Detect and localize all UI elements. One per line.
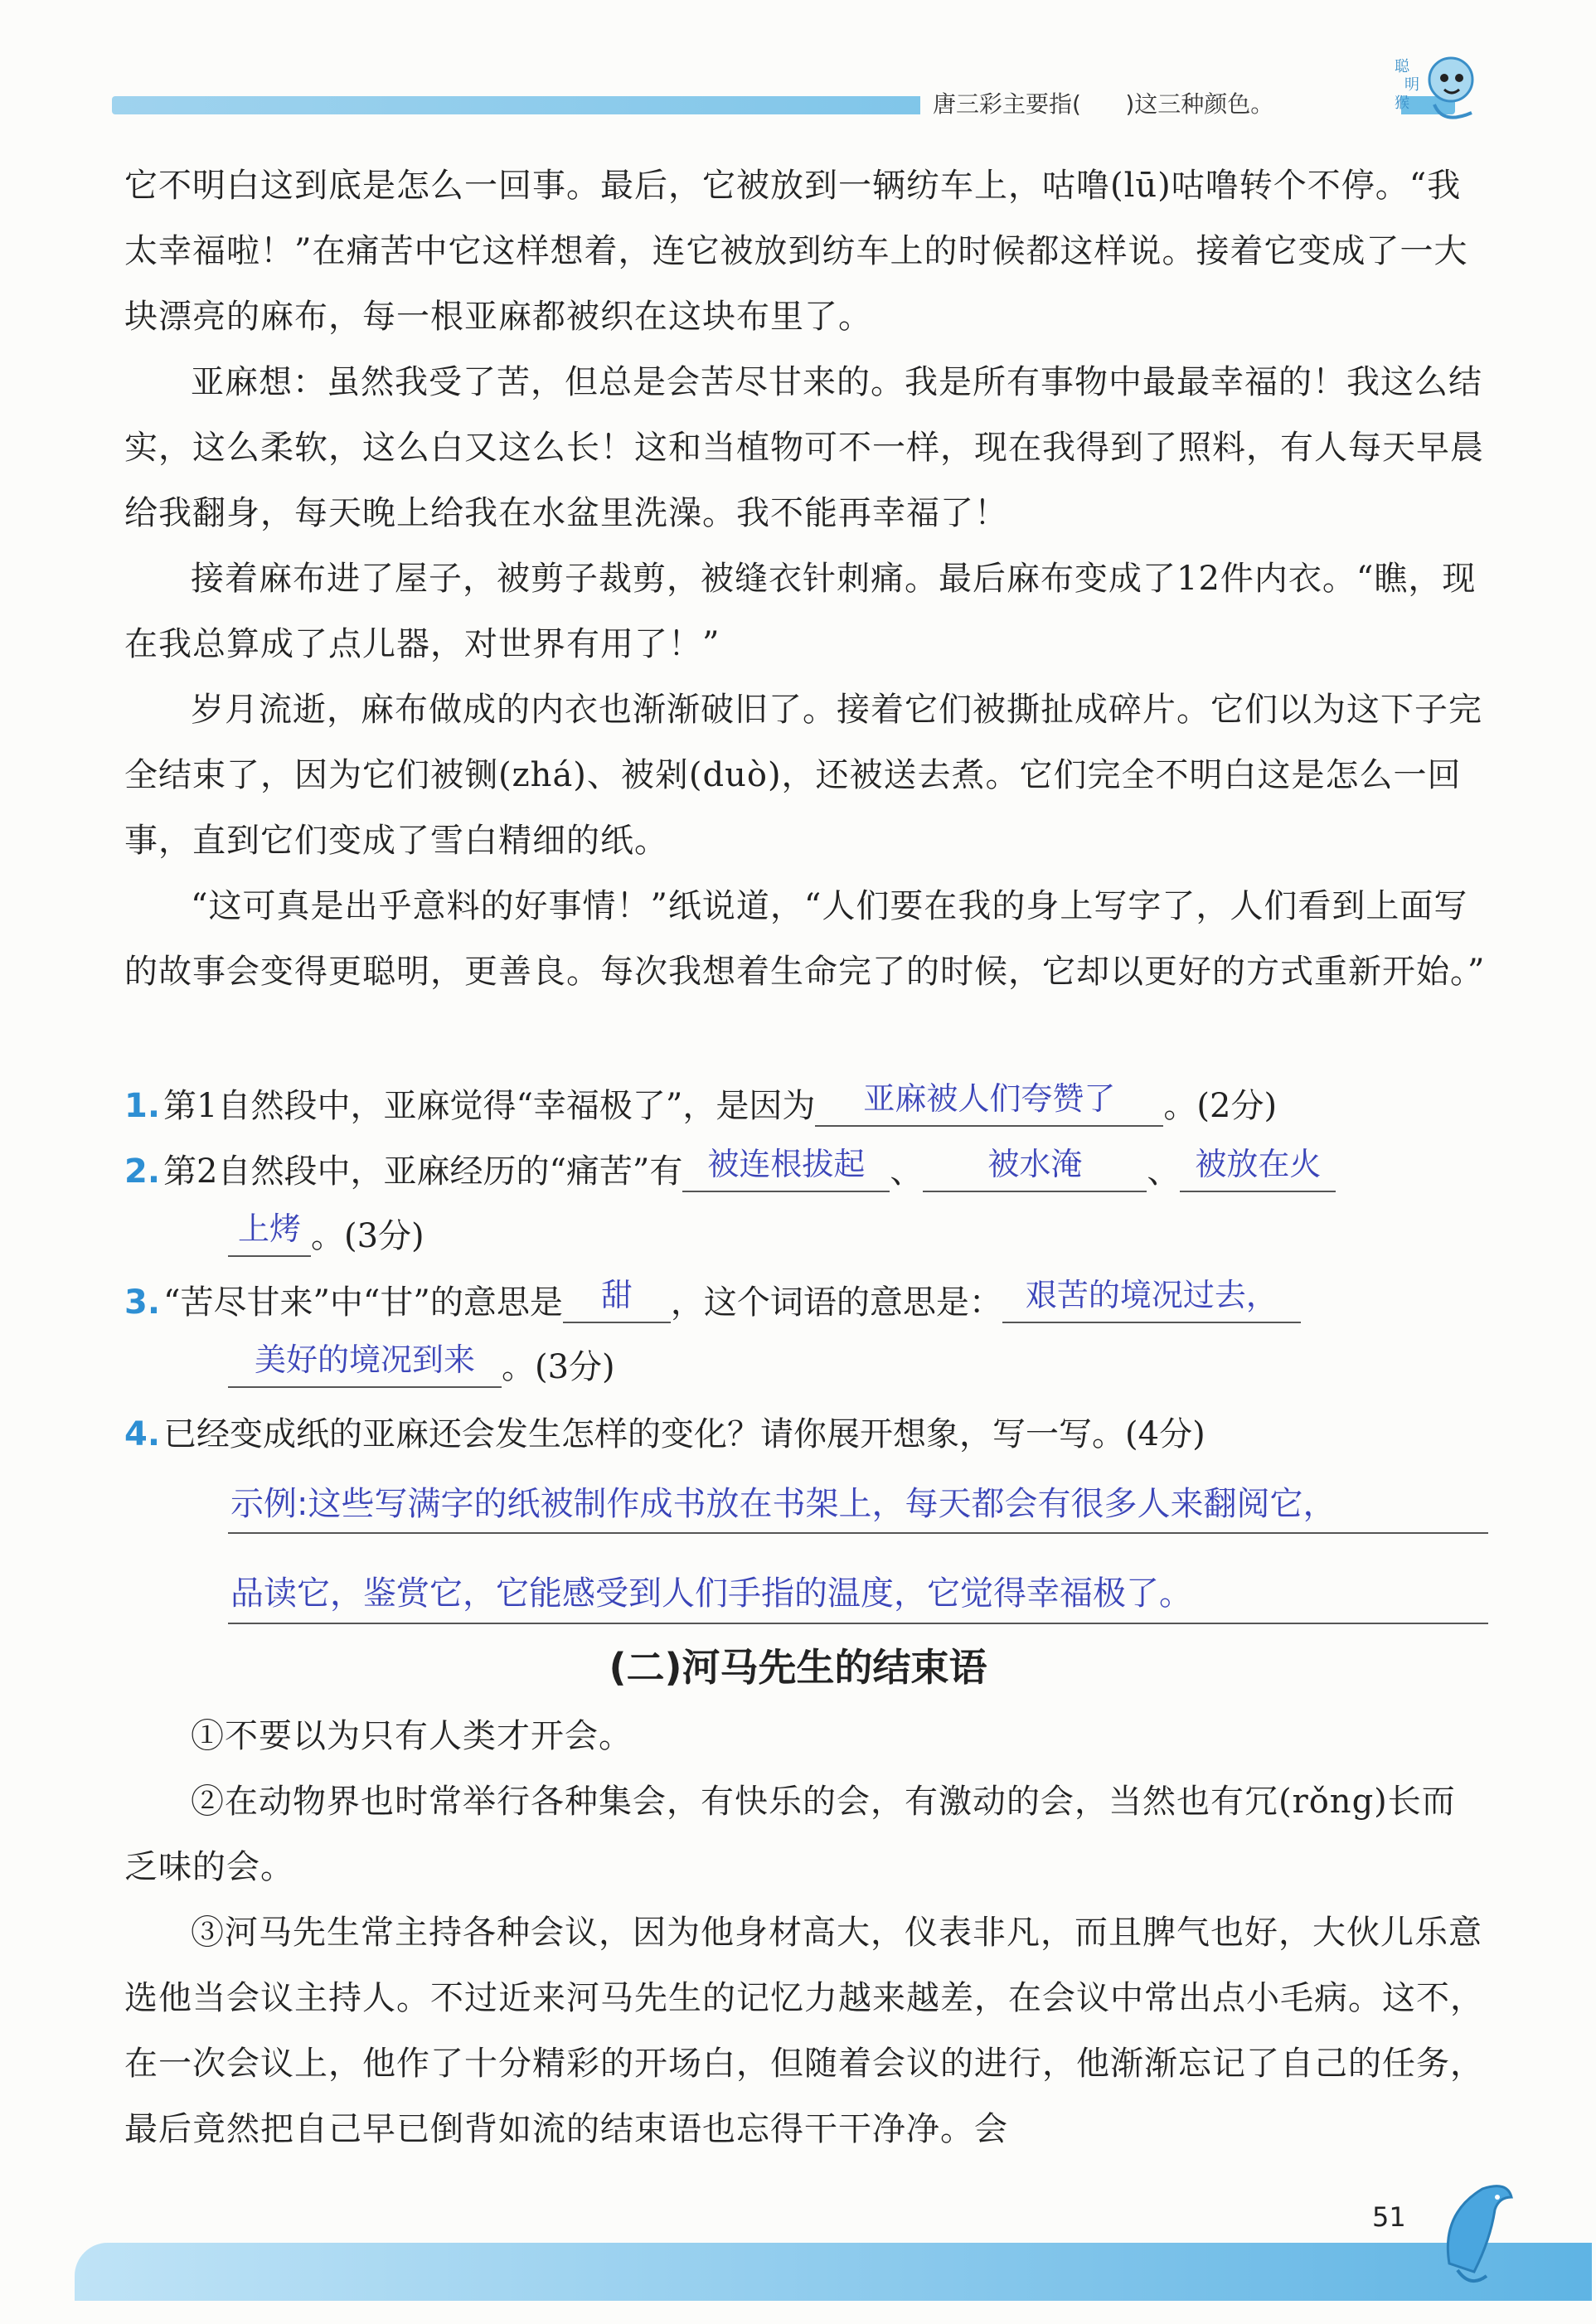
paragraph: 接着麻布进了屋子，被剪子裁剪，被缝衣针刺痛。最后麻布变成了12件内衣。“瞧，现在我总算成了点儿器，对世界有用了！”	[124, 560, 1477, 663]
paragraph: ②在动物界也时常举行各种集会，有快乐的会，有激动的会，当然也有冗(rǒng)长而乏味的会。	[124, 1783, 1456, 1886]
answer-blank[interactable]: 被水淹	[923, 1138, 1147, 1192]
paragraph: 岁月流逝，麻布做成的内衣也渐渐破旧了。接着它们被撕扯成碎片。它们以为这下子完全结束了，因为它们被铡(zhá)、被剁(duò)，还被送去煮。它们完全不明白这是怎么一回事，直到它们变成了雪白精细的纸。	[124, 691, 1482, 860]
footer-band	[75, 2243, 1592, 2301]
monkey-mascot-icon	[1393, 46, 1484, 129]
paragraph: 它不明白这到底是怎么一回事。最后，它被放到一辆纺车上，咕噜(lū)咕噜转个不停。“我太幸福啦！”在痛苦中它这样想着，连它被放到纺车上的时候都这样说。接着它变成了一大块漂亮的麻布，每一根亚麻都被织在这块布里了。	[124, 167, 1468, 336]
question-3-cont	[228, 1333, 1488, 1388]
page-number: 51	[1372, 2201, 1406, 2233]
question-4	[124, 1408, 1488, 1455]
question-3	[124, 1269, 1488, 1323]
header-hint: 唐三彩主要指( )这三种颜色。	[933, 90, 1274, 118]
question-text: 第1自然段中，亚麻觉得“幸福极了”，是因为	[163, 1087, 816, 1125]
answer-text[interactable]: 示例:这些写满字的纸被制作成书放在书架上，每天都会有很多人来翻阅它，	[230, 1485, 1336, 1523]
story-text	[124, 153, 1488, 1005]
question-score: 。(3分)	[502, 1348, 615, 1386]
answer-blank[interactable]: 被放在火	[1180, 1138, 1336, 1192]
section2-text	[124, 1704, 1488, 2162]
question-text: 第2自然段中，亚麻经历的“痛苦”有	[163, 1152, 683, 1191]
answer-blank[interactable]: 甜	[563, 1269, 671, 1323]
question-score: 。(2分)	[1163, 1087, 1278, 1125]
answer-text[interactable]: 品读它，鉴赏它，它能感受到人们手指的温度，它觉得幸福极了。	[230, 1574, 1192, 1613]
question-number: 2.	[124, 1152, 161, 1191]
question-text: ，这个词语的意思是：	[670, 1283, 1002, 1322]
paragraph: 亚麻想：虽然我受了苦，但总是会苦尽甘来的。我是所有事物中最最幸福的！我这么结实，这么柔软，这么白又这么长！这和当植物可不一样，现在我得到了照料，有人每天早晨给我翻身，每天晚上给我在水盆里洗澡。我不能再幸福了！	[124, 363, 1484, 532]
dolphin-icon	[1424, 2172, 1524, 2297]
answer-line	[228, 1623, 1488, 1624]
question-number: 3.	[124, 1283, 161, 1322]
svg-text:明: 明	[1404, 76, 1419, 94]
svg-text:猴: 猴	[1395, 95, 1409, 112]
question-2	[124, 1138, 1488, 1192]
question-number: 1.	[124, 1087, 161, 1125]
svg-text:聪: 聪	[1395, 58, 1409, 75]
answer-blank[interactable]: 亚麻被人们夸赞了	[815, 1072, 1163, 1127]
question-text: 已经变成纸的亚麻还会发生怎样的变化？请你展开想象，写一写。(4分)	[163, 1415, 1205, 1453]
section-title: (二)河马先生的结束语	[609, 1645, 987, 1690]
question-1	[124, 1072, 1488, 1127]
question-score: 。(3分)	[311, 1217, 424, 1255]
paragraph: “这可真是出乎意料的好事情！”纸说道，“人们要在我的身上写字了，人们看到上面写的故事会变得更聪明，更善良。每次我想着生命完了的时候，它却以更好的方式重新开始。”	[124, 887, 1486, 991]
answer-blank[interactable]: 上烤	[228, 1202, 311, 1257]
question-number: 4.	[124, 1415, 161, 1453]
separator: 、	[890, 1152, 924, 1191]
answer-blank[interactable]: 美好的境况到来	[228, 1333, 502, 1388]
question-text: “苦尽甘来”中“甘”的意思是	[163, 1283, 563, 1322]
question-2-cont	[228, 1202, 1488, 1257]
answer-blank[interactable]: 艰苦的境况过去，	[1002, 1269, 1301, 1323]
paragraph: ③河马先生常主持各种会议，因为他身材高大，仪表非凡，而且脾气也好，大伙儿乐意选他当会议主持人。不过近来河马先生的记忆力越来越差，在会议中常出点小毛病。这不，在一次会议上，他作了十分精彩的开场白，但随着会议的进行，他渐渐忘记了自己的任务，最后竟然把自己早已倒背如流的结束语也忘得干干净净。会	[124, 1914, 1484, 2148]
separator: 、	[1147, 1152, 1181, 1191]
paragraph: ①不要以为只有人类才开会。	[191, 1717, 633, 1755]
answer-blank[interactable]: 被连根拔起	[682, 1138, 890, 1192]
answer-line	[228, 1532, 1488, 1534]
